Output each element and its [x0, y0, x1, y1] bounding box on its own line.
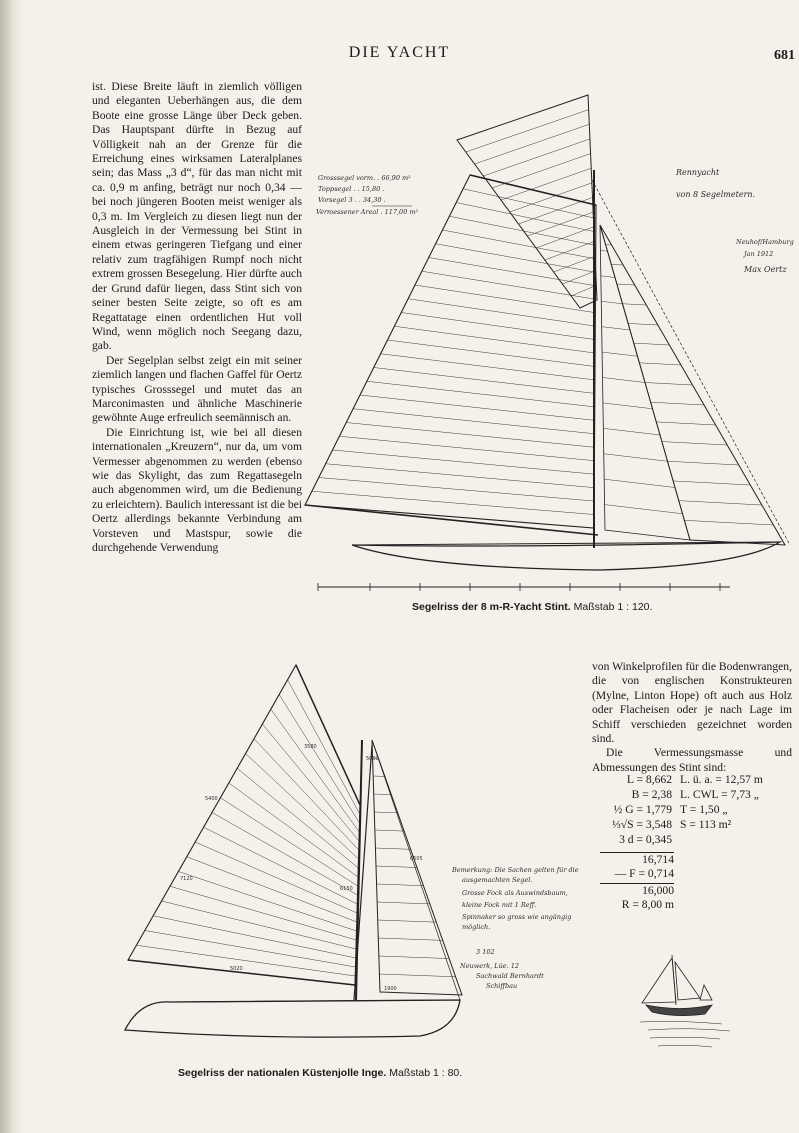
sail-area-table [316, 174, 419, 216]
svg-text:Neuwerk, Lüe. 12: Neuwerk, Lüe. 12 [460, 962, 520, 970]
figure-caption-stint [412, 601, 652, 613]
drawing-remark-note [451, 866, 579, 990]
sail-area-line: Vorsegel 3 . . 34,30 . [318, 196, 386, 204]
svg-text:ausgemachten Segel.: ausgemachten Segel. [462, 876, 533, 884]
svg-text:Max Oertz: Max Oertz [744, 265, 787, 274]
svg-text:3580: 3580 [304, 744, 317, 750]
svg-text:5400: 5400 [205, 796, 218, 802]
svg-text:3 102: 3 102 [476, 948, 495, 956]
measurement-row: 3 d = 0,345 [619, 833, 672, 846]
sail-area-line: Vermessener Areal . 117,00 m² [316, 208, 419, 216]
sum-line: 16,000 [642, 883, 674, 897]
measurement-row: ½ G = 1,779 T = 1,50 „ [613, 803, 728, 816]
paragraph: Die Einrichtung ist, wie bei all diesen internationalen „Kreuzern“, nur da, um vom Vermesser abgenommen zu werden (ebenso wie das Skylight, das zum Regattasegeln auch abgenommen wird, um die Bedienung zu erleichtern). Baulich interessant ist die bei Oertz allerdings bekannte Verbindung am Vorsteven und Mastspur, sowie die durchgehende Verwendung [92, 425, 302, 554]
svg-text:7120: 7120 [180, 876, 193, 882]
paragraph: Der Segelplan selbst zeigt ein mit seiner ziemlich langen und flachen Gaffel für Oertz typisches Grosssegel und mutet das an Marconimasten und ähnliche Maschinerie gewöhnte Auge erfreulich seemännisch an. [92, 353, 302, 425]
svg-text:6150: 6150 [340, 886, 353, 892]
measurement-sum [600, 851, 674, 913]
measurement-row: B = 2,38 L. CWL = 7,73 „ [631, 788, 759, 801]
svg-text:1900: 1900 [384, 986, 397, 992]
sail-area-line: Grosssegel vorm. . 66,90 m² [318, 174, 411, 182]
svg-text:Bemerkung: Die Sachen gelten f: Bemerkung: Die Sachen gelten für die [452, 866, 579, 874]
svg-text:Schiffbau: Schiffbau [486, 982, 518, 990]
paragraph: von Winkelprofilen für die Bodenwrangen, die von englischen Konstrukteuren (Mylne, Linton Hope) oft auch aus Holz oder Flacheisen oder je nach Lage im Schiff verschieden gezeichnet worden sind. [592, 660, 792, 746]
svg-text:kleine Fock mit 1 Reff.: kleine Fock mit 1 Reff. [462, 901, 537, 909]
sum-line: — F = 0,714 [614, 867, 674, 881]
svg-text:Neuhof/Hamburg: Neuhof/Hamburg [736, 238, 794, 246]
sail-plan-inge [125, 665, 462, 1037]
paragraph: ist. Diese Breite läuft in ziemlich völligen und eleganten Ueberhängen aus, die dem Boote eine grosse Länge über Deck geben. Das Hauptspant dürfte in Bezug auf Völligkeit nah an der Grenze für die Erreichung eines wirksamen Lateralplanes sein; das Mass „3 d“, für das man nicht mit ca. 0,9 m anfing, beträgt nur noch 0,34 — bei noch jüngeren Booten meist weniger als 0,3 m. Im Vergleich zu diesen liegt nun der Ausgleich in der Vermessung bei Stint in einem etwas geringeren Tiefgang und einer relativ zum tragfähigen Rumpf noch nicht extrem grossen Besegelung. Hier dürfte auch der Grund dafür liegen, dass Stint sich von seiner besten Seite zeigte, so oft es am Regattatage einen ordentlichen Hut voll Wind, wenn möglich noch Seegang dazu, gab. [92, 80, 302, 353]
svg-text:6505: 6505 [410, 856, 423, 862]
sail-area-line: Toppsegel . . 15,80 . [318, 185, 385, 193]
measurement-table [592, 773, 792, 848]
svg-text:Grosse Fock als Auswindsbaum,: Grosse Fock als Auswindsbaum, [462, 889, 568, 897]
caption-title: Segelriss der nationalen Küstenjolle Inge. [178, 1067, 387, 1079]
sum-line: R = 8,00 m [621, 898, 674, 912]
caption-title: Segelriss der 8 m-R-Yacht Stint. [412, 601, 571, 613]
caption-scale: Maßstab 1 : 80. [389, 1067, 463, 1079]
figure-caption-inge [178, 1067, 462, 1079]
measurement-row: ⅓√S = 3,548 S = 113 m² [612, 818, 732, 831]
svg-text:Rennyacht: Rennyacht [676, 168, 720, 177]
measurement-row: L = 8,662 L. ü. a. = 12,57 m [626, 773, 763, 786]
sum-line: 16,714 [642, 853, 674, 866]
svg-text:5000: 5000 [366, 756, 379, 762]
drawing-title-note [675, 168, 755, 199]
page-header-title: DIE YACHT [348, 44, 451, 61]
svg-text:Sachwald Bernhardt: Sachwald Bernhardt [476, 972, 544, 980]
caption-scale: Maßstab 1 : 120. [573, 601, 653, 613]
svg-text:Spinnaker so gross wie angängi: Spinnaker so gross wie angängig [462, 913, 572, 921]
svg-text:von 8 Segelmetern.: von 8 Segelmetern. [676, 190, 756, 199]
svg-text:Jan 1912: Jan 1912 [744, 250, 774, 258]
right-text-column [592, 660, 792, 775]
paragraph: Die Vermessungsmasse und Abmessungen des Stint sind: [592, 746, 792, 774]
sailboat-vignette-illustration [640, 955, 730, 1047]
svg-text:möglich.: möglich. [462, 923, 491, 931]
page-number: 681 [774, 48, 795, 63]
designer-signature [735, 238, 794, 274]
svg-text:5020: 5020 [230, 966, 243, 972]
